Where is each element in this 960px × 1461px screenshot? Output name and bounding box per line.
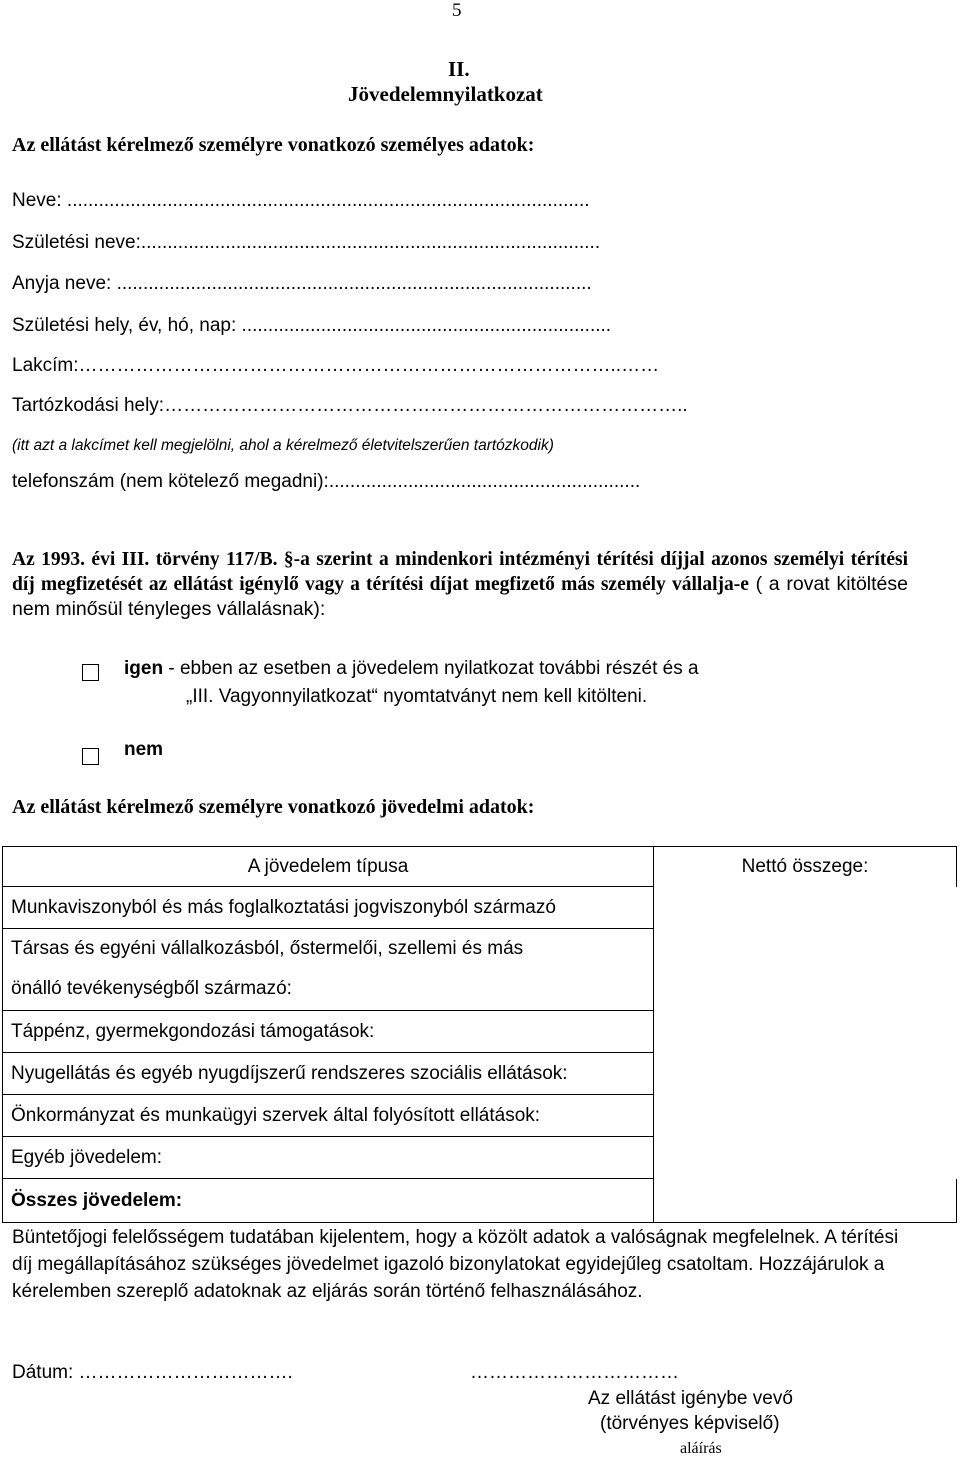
law-paragraph bbox=[12, 548, 908, 622]
no-checkbox[interactable] bbox=[82, 748, 99, 765]
no-label: nem bbox=[124, 739, 164, 760]
signature-caption: aláírás bbox=[680, 1440, 722, 1457]
date-field[interactable]: Dátum: ……………………………. bbox=[12, 1362, 293, 1383]
phone-field[interactable]: telefonszám (nem kötelező megadni):........................................................... bbox=[12, 471, 641, 492]
mother-name-field[interactable]: Anyja neve: .......................................................................................... bbox=[12, 273, 592, 294]
income-row-enterprise-cont: önálló tevékenységből származó: bbox=[3, 969, 654, 1011]
income-row-other: Egyéb jövedelem: bbox=[3, 1137, 654, 1179]
page-title: Jövedelemnyilatkozat bbox=[348, 82, 543, 106]
income-row-total: Összes jövedelem: bbox=[3, 1179, 654, 1223]
signer-representative: (törvényes képviselő) bbox=[600, 1413, 780, 1434]
law-paragraph-note: ( a rovat kitöltése nem minősül tényleges vállalásnak): bbox=[12, 573, 908, 620]
yes-checkbox[interactable] bbox=[82, 664, 99, 681]
income-row-pension-amount[interactable] bbox=[654, 1053, 957, 1095]
income-row-sick-pay-amount[interactable] bbox=[654, 1011, 957, 1053]
income-row-total-amount[interactable] bbox=[654, 1179, 957, 1223]
yes-text-2: „III. Vagyonnyilatkozat“ nyomtatványt nem kell kitölteni. bbox=[186, 686, 648, 707]
name-field[interactable]: Neve: ................................................................................................... bbox=[12, 190, 590, 211]
income-row-employment-amount[interactable] bbox=[654, 887, 957, 929]
declaration-text: Büntetőjogi felelősségem tudatában kijelentem, hogy a közölt adatok a valóságnak megfelelnek. A térítési díj megállapításához szükséges jövedelmet igazoló bizonylatokat egyidejűleg csatoltam. Hozzájárulok a kérelemben szereplő adatoknak az eljárás során történő felhasználásához. bbox=[12, 1227, 899, 1302]
income-row-enterprise-amount[interactable] bbox=[654, 929, 957, 969]
income-type-header: A jövedelem típusa bbox=[3, 847, 654, 887]
birth-name-field[interactable]: Születési neve:....................................................................................... bbox=[12, 232, 601, 253]
income-row-sick-pay: Táppénz, gyermekgondozási támogatások: bbox=[3, 1011, 654, 1053]
income-row-enterprise: Társas és egyéni vállalkozásból, őstermelői, szellemi és más bbox=[3, 929, 654, 969]
address-field[interactable]: Lakcím:…………………………………………………………………………..…… bbox=[12, 355, 660, 376]
residence-field[interactable]: Tartózkodási hely:……………………………………………………………………….. bbox=[12, 395, 688, 416]
signer-label: Az ellátást igénybe vevő bbox=[588, 1388, 793, 1409]
residence-note: (itt azt a lakcímet kell megjelölni, ahol a kérelmező életvitelszerűen tartózkodik) bbox=[12, 437, 554, 454]
income-row-municipal: Önkormányzat és munkaügyi szervek által folyósított ellátások: bbox=[3, 1095, 654, 1137]
page-number: 5 bbox=[452, 0, 462, 21]
income-table bbox=[2, 846, 957, 1223]
yes-option bbox=[124, 658, 699, 680]
law-paragraph-bold: Az 1993. évi III. törvény 117/B. §-a szerint a mindenkori intézményi térítési díjjal azonos személyi térítési díj megfizetését az ellátást igénylő vagy a térítési díjat megfizető más személy vállalja-e bbox=[12, 549, 908, 595]
yes-text-1: - ebben az esetben a jövedelem nyilatkozat további részét és a bbox=[163, 658, 699, 679]
income-row-municipal-amount[interactable] bbox=[654, 1095, 957, 1137]
income-row-enterprise-amount-cont[interactable] bbox=[654, 969, 957, 1011]
yes-label: igen bbox=[124, 658, 164, 679]
income-row-other-amount[interactable] bbox=[654, 1137, 957, 1179]
birth-place-field[interactable]: Születési hely, év, hó, nap: ...................................................................... bbox=[12, 315, 612, 336]
income-row-employment: Munkaviszonyból és más foglalkoztatási jogviszonyból származó bbox=[3, 887, 654, 929]
net-amount-header: Nettó összege: bbox=[654, 847, 957, 887]
income-row-pension: Nyugellátás és egyéb nyugdíjszerű rendszeres szociális ellátások: bbox=[3, 1053, 654, 1095]
personal-data-heading: Az ellátást kérelmező személyre vonatkozó személyes adatok: bbox=[12, 134, 535, 156]
income-heading: Az ellátást kérelmező személyre vonatkozó jövedelmi adatok: bbox=[12, 796, 535, 818]
signature-line[interactable]: …………………………… bbox=[470, 1362, 679, 1383]
section-number: II. bbox=[448, 57, 470, 81]
